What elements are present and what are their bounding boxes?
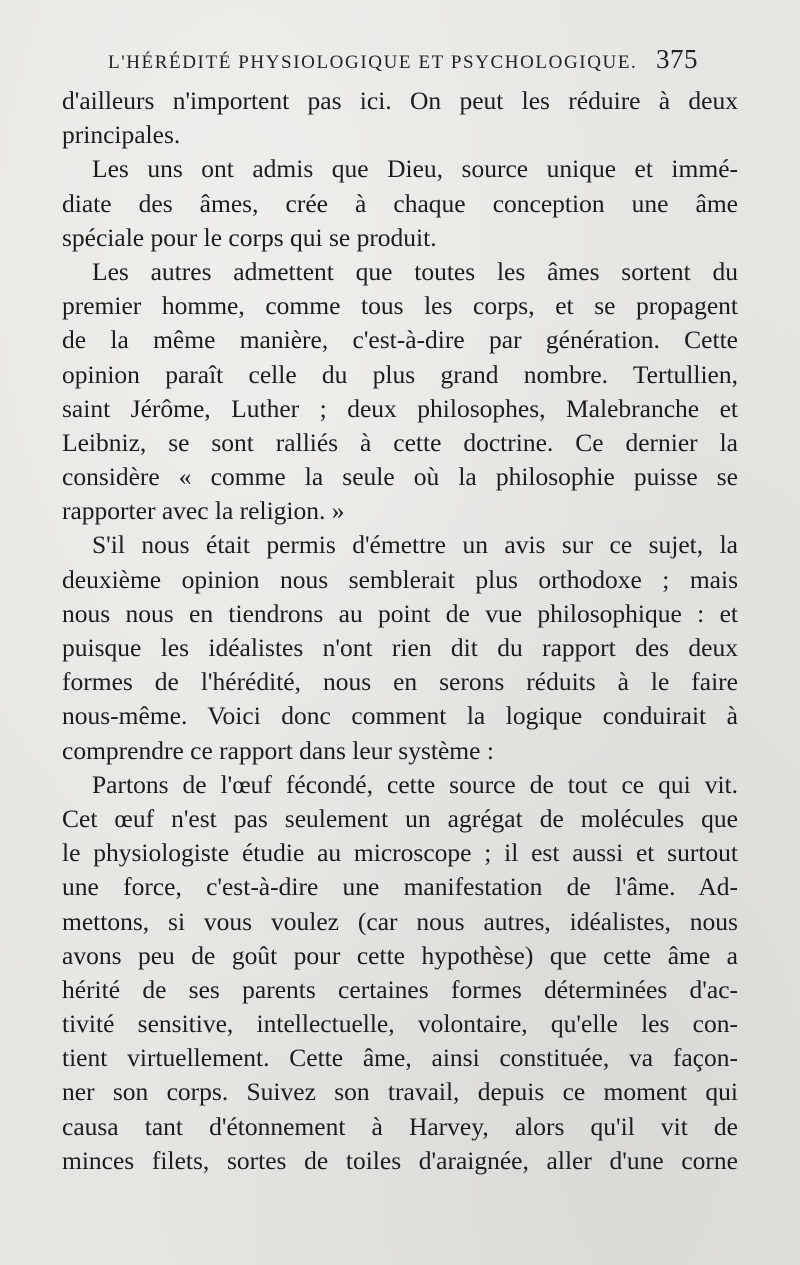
text-line: puisque les idéalistes n'ont rien dit du rapport des deux — [62, 633, 738, 662]
page-number: 375 — [656, 44, 698, 74]
text-line: Leibniz, se sont ralliés à cette doctrine. Ce dernier la — [62, 427, 738, 457]
text-line: tivité sensitive, intellectuelle, volontaire, qu'elle les con- — [62, 1009, 738, 1039]
text-line: opinion paraît celle du plus grand nombre. Tertullien, — [62, 359, 738, 389]
text-line: avons peu de goût pour cette hypothèse) que cette âme a — [62, 940, 738, 970]
running-head — [108, 44, 698, 84]
text-line: diate des âmes, crée à chaque conception une âme — [62, 188, 738, 218]
text-line: saint Jérôme, Luther ; deux philosophes, Malebranche et — [62, 393, 738, 423]
text-line: rapporter avec la religion. » — [62, 496, 345, 526]
paragraph-first-line: S'il nous était permis d'émettre un avis sur ce sujet, la — [92, 530, 738, 560]
text-line: ner son corps. Suivez son travail, depuis ce moment qui — [62, 1077, 738, 1107]
text-line: deuxième opinion nous semblerait plus orthodoxe ; mais — [62, 564, 738, 594]
text-line: hérité de ses parents certaines formes déterminées d'ac- — [62, 974, 738, 1004]
text-line: premier homme, comme tous les corps, et se propagent — [62, 291, 738, 321]
text-line: causa tant d'étonnement à Harvey, alors qu'il vit de — [62, 1111, 738, 1141]
text-line: Cet œuf n'est pas seulement un agrégat de molécules que — [62, 803, 738, 833]
paragraph-first-line: Partons de l'œuf fécondé, cette source de tout ce qui vit. — [92, 769, 738, 799]
text-line: considère « comme la seule où la philosophie puisse se — [62, 462, 738, 492]
text-line: nous nous en tiendrons au point de vue philosophique : et — [62, 598, 738, 628]
text-line: de la même manière, c'est-à-dire par génération. Cette — [62, 325, 738, 355]
text-line: formes de l'hérédité, nous en serons réduits à le faire — [62, 667, 738, 697]
text-line: comprendre ce rapport dans leur système : — [62, 735, 494, 765]
text-line: le physiologiste étudie au microscope ; il est aussi et surtout — [62, 838, 738, 868]
text-line: minces filets, sortes de toiles d'araignée, aller d'une corne — [62, 1145, 738, 1175]
text-line: principales. — [62, 120, 181, 150]
paragraph-first-line: Les autres admettent que toutes les âmes sortent du — [92, 256, 738, 286]
body-text — [62, 84, 738, 1178]
text-line: une force, c'est-à-dire une manifestation de l'âme. Ad- — [62, 872, 738, 902]
text-line: tient virtuellement. Cette âme, ainsi constituée, va façon- — [62, 1043, 738, 1073]
text-line: mettons, si vous voulez (car nous autres, idéalistes, nous — [62, 906, 738, 936]
text-line: nous-même. Voici donc comment la logique conduirait à — [62, 701, 738, 731]
text-line: spéciale pour le corps qui se produit. — [62, 222, 437, 252]
running-title: L'HÉRÉDITÉ PHYSIOLOGIQUE ET PSYCHOLOGIQUE. — [108, 52, 638, 73]
text-line: d'ailleurs n'importent pas ici. On peut les réduire à deux — [62, 86, 738, 115]
paragraph-first-line: Les uns ont admis que Dieu, source unique et immé- — [92, 154, 738, 184]
